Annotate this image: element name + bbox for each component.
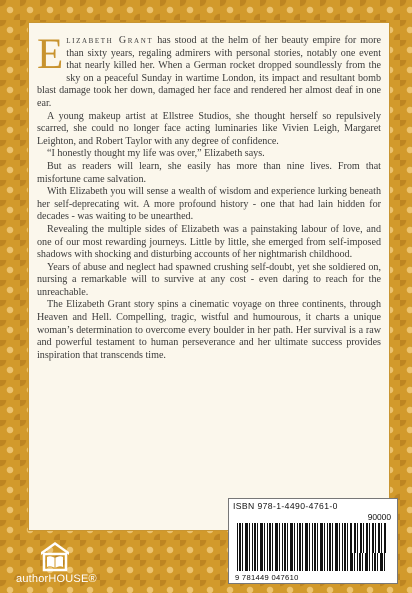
blurb-paragraph-8: The Elizabeth Grant story spins a cinematic voyage on three continents, through Heaven and Hell. Compelling, tragic, wistful and humourous, it charts a unique woman’s determination to overcome every boulder in her path. Her survival is a raw and powerful testament to human perseverance and her ultimate success provides inspiration that transcends time. — [37, 299, 381, 361]
isbn-barcode — [228, 498, 398, 584]
publisher-name: authorHOUSE® — [16, 573, 97, 585]
blurb-paragraph-3: “I honestly thought my life was over,” Elizabeth says. — [47, 148, 265, 160]
book-blurb — [37, 31, 381, 362]
blurb-paragraph-1 — [37, 31, 381, 111]
price-code: 90000 — [367, 512, 391, 522]
barcode-digits: 9 781449 047610 — [235, 573, 299, 582]
isbn-number: ISBN 978-1-4490-4761-0 — [233, 501, 338, 511]
drop-cap: E — [37, 31, 64, 78]
barcode-bars — [237, 523, 387, 571]
blurb-paragraph-6: Revealing the multiple sides of Elizabeth was a painstaking labour of love, and one of our most rewarding journeys. Little by little, she emerged from self-imposed shadows with shocking and disturbing accounts of her nightmarish childhood. — [37, 223, 381, 261]
blurb-paragraph-2: A young makeup artist at Ellstree Studios, she thought herself so repulsively scarred, she could no longer face acting luminaries like Vivien Leigh, Margaret Leighton, and Robert Taylor with any degree of confidence. — [37, 110, 381, 147]
blurb-paragraph-1-text: has stood at the helm of her beauty empire for more than sixty years, regaling admirers with personal stories, notably one event that nearly killed her. When a German rocket dropped soundlessly from the sky on a peaceful Sunday in wartime London, its impact and resultant bomb blast damage took her down, damaged her face and rendered her almost deaf in one ear. — [37, 35, 381, 109]
publisher-logo — [16, 540, 96, 588]
author-name-smallcaps: lizabeth Grant — [66, 35, 154, 46]
blurb-paragraph-7: Years of abuse and neglect had spawned crushing self-doubt, yet she soldiered on, nursing a remarkable will to survive at any cost - even daring to reach for the unreachable. — [37, 261, 381, 298]
blurb-paragraph-4: But as readers will learn, she easily has more than nine lives. From that misfortune came salvation. — [37, 160, 381, 185]
house-book-icon — [38, 540, 72, 572]
blurb-paragraph-5: With Elizabeth you will sense a wealth of wisdom and experience lurking beneath her self-deprecating wit. A more profound history - one that had lain hidden for decades - was waiting to be unearthed. — [37, 186, 381, 223]
back-cover-panel — [28, 22, 390, 531]
